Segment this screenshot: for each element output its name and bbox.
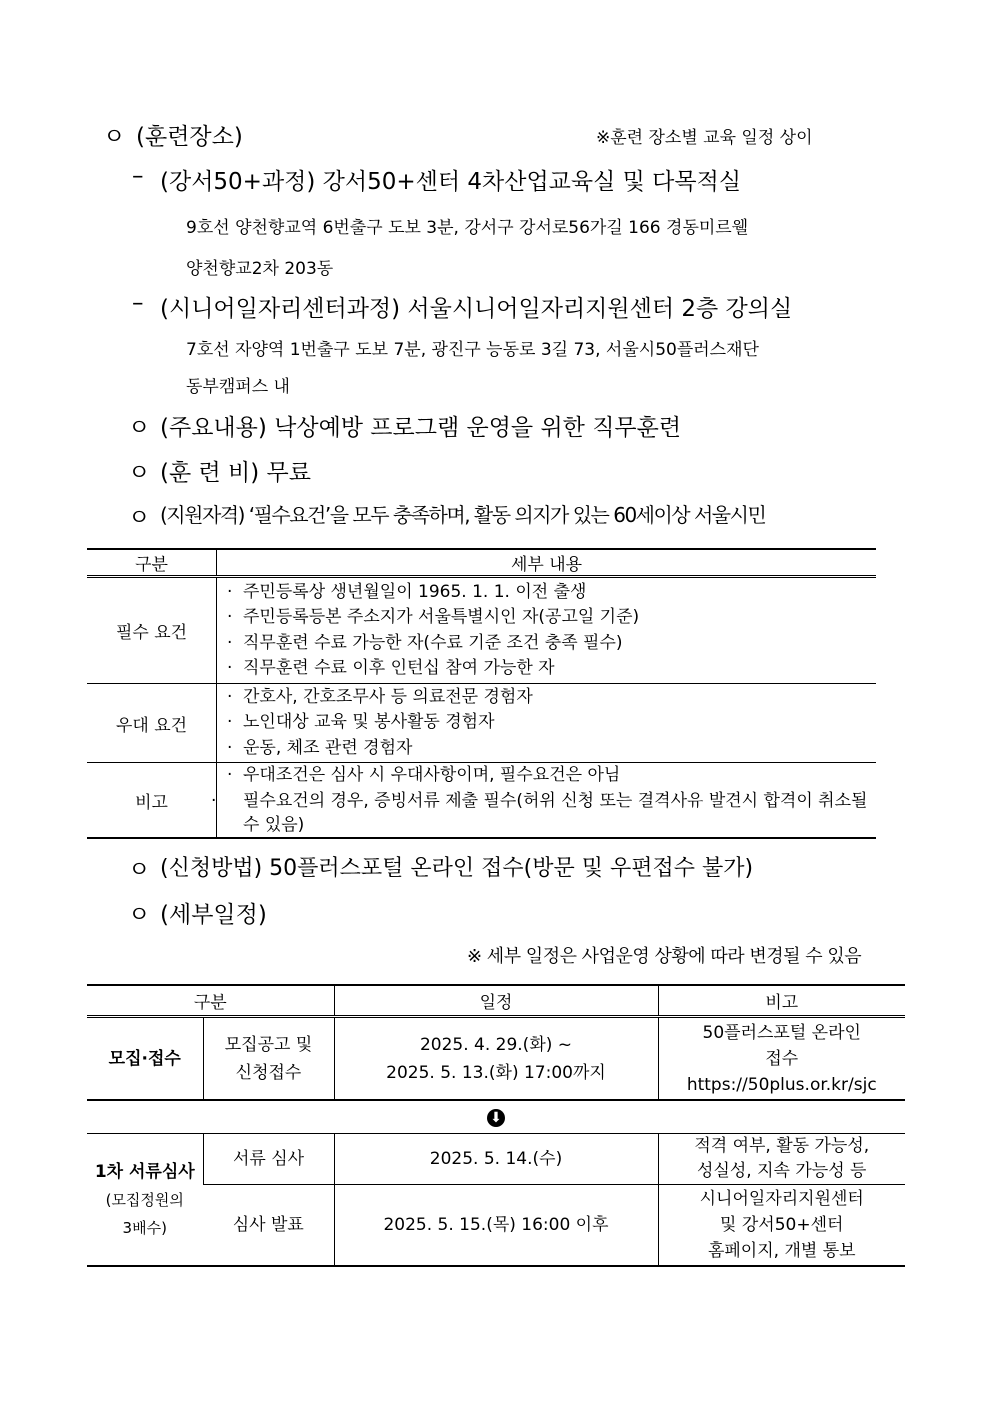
cost-bullet: ㅇ	[128, 460, 151, 486]
place-bullet: ㅇ	[103, 124, 126, 150]
review-note: 적격 여부, 활동 가능성, 성실성, 지속 가능성 등	[658, 1134, 905, 1185]
eligibility-item: · 우대조건은 심사 시 우대사항이며, 필수요건은 아님	[227, 765, 621, 786]
place-sub2-dash: –	[132, 290, 144, 316]
schedule-table	[87, 984, 905, 1267]
eligibility-item: · 간호사, 간호조무사 등 의료전문 경험자	[227, 686, 533, 707]
recruit-date: 2025. 4. 29.(화) ~ 2025. 5. 13.(화) 17:00까지	[334, 1017, 658, 1101]
eligibility-row	[87, 763, 876, 839]
place-sub2-line1: 7호선 자양역 1번출구 도보 7분, 광진구 능동로 3길 73, 서울시50플러스재단	[186, 340, 759, 360]
eligibility-item: · 필수요건의 경우, 증빙서류 제출 필수(허위 신청 또는 결격사유 발견시 합격이 취소될 수 있음)	[211, 790, 868, 835]
content-text: (주요내용) 낙상예방 프로그램 운영을 위한 직무훈련	[160, 415, 682, 441]
place-sub1-line1: 9호선 양천향교역 6번출구 도보 3분, 강서구 강서로56가길 166 경동미르웰	[186, 218, 749, 238]
eligibility-header-detail: 세부 내용	[217, 549, 877, 577]
place-sub1-dash: –	[132, 163, 144, 189]
schedule-header-category: 구분	[87, 985, 334, 1017]
arrow-down-icon: ⬇	[87, 1100, 905, 1134]
table-row	[87, 1017, 905, 1101]
place-heading: (훈련장소)	[136, 124, 243, 150]
table-row	[87, 1134, 905, 1185]
schedule-note: ※ 세부 일정은 사업운영 상황에 따라 변경될 수 있음	[467, 946, 862, 967]
apply-bullet: ㅇ	[128, 857, 151, 883]
place-note: ※훈련 장소별 교육 일정 상이	[596, 128, 813, 148]
schedule-header-note: 비고	[658, 985, 905, 1017]
review-sub: 서류 심사	[203, 1134, 334, 1185]
eligibility-header-category: 구분	[87, 549, 217, 577]
eligibility-category: 필수 요건	[87, 577, 217, 684]
eligibility-item: · 운동, 체조 관련 경험자	[227, 737, 413, 758]
eligibility-text: (지원자격) ‘필수요건’을 모두 충족하며, 활동 의지가 있는 60세이상 서울시민	[160, 503, 766, 527]
eligibility-item: · 주민등록상 생년월일이 1965. 1. 1. 이전 출생	[227, 581, 587, 602]
eligibility-category: 우대 요건	[87, 684, 217, 763]
schedule-header-date: 일정	[334, 985, 658, 1017]
eligibility-item: · 주민등록등본 주소지가 서울특별시인 자(공고일 기준)	[227, 607, 640, 627]
table-row	[87, 1185, 905, 1267]
announce-note: 시니어일자리지원센터 및 강서50+센터 홈페이지, 개별 통보	[658, 1185, 905, 1267]
eligibility-item: · 노인대상 교육 및 봉사활동 경험자	[227, 712, 495, 733]
place-sub2-title: (시니어일자리센터과정) 서울시니어일자리지원센터 2층 강의실	[160, 296, 793, 322]
recruit-note: 50플러스포털 온라인 접수 https://50plus.or.kr/sjc	[658, 1017, 905, 1101]
announce-date: 2025. 5. 15.(목) 16:00 이후	[334, 1185, 658, 1267]
eligibility-row	[87, 684, 876, 763]
review-date: 2025. 5. 14.(수)	[334, 1134, 658, 1185]
cost-text: (훈 련 비) 무료	[160, 460, 311, 486]
eligibility-item: · 직무훈련 수료 이후 인턴십 참여 가능한 자	[227, 658, 555, 678]
eligibility-item: · 직무훈련 수료 가능한 자(수료 기준 조건 충족 필수)	[227, 632, 623, 653]
table-row	[87, 1100, 905, 1134]
schedule-bullet: ㅇ	[128, 902, 151, 928]
place-sub1-title: (강서50+과정) 강서50+센터 4차산업교육실 및 다목적실	[160, 169, 742, 195]
recruit-sub: 모집공고 및 신청접수	[203, 1017, 334, 1101]
content-bullet: ㅇ	[128, 415, 151, 441]
announce-sub: 심사 발표	[203, 1185, 334, 1267]
schedule-heading: (세부일정)	[160, 902, 267, 928]
place-sub1-line2: 양천향교2차 203동	[186, 259, 334, 279]
recruit-category: 모집·접수	[87, 1017, 203, 1101]
eligibility-table	[87, 548, 876, 839]
eligibility-row	[87, 577, 876, 684]
eligibility-bullet: ㅇ	[128, 505, 151, 531]
place-sub2-line2: 동부캠퍼스 내	[186, 377, 290, 397]
eligibility-category: 비고	[87, 763, 217, 839]
screening-category: 1차 서류심사 (모집정원의 3배수)	[87, 1134, 203, 1267]
apply-text: (신청방법) 50플러스포털 온라인 접수(방문 및 우편접수 불가)	[160, 856, 754, 881]
